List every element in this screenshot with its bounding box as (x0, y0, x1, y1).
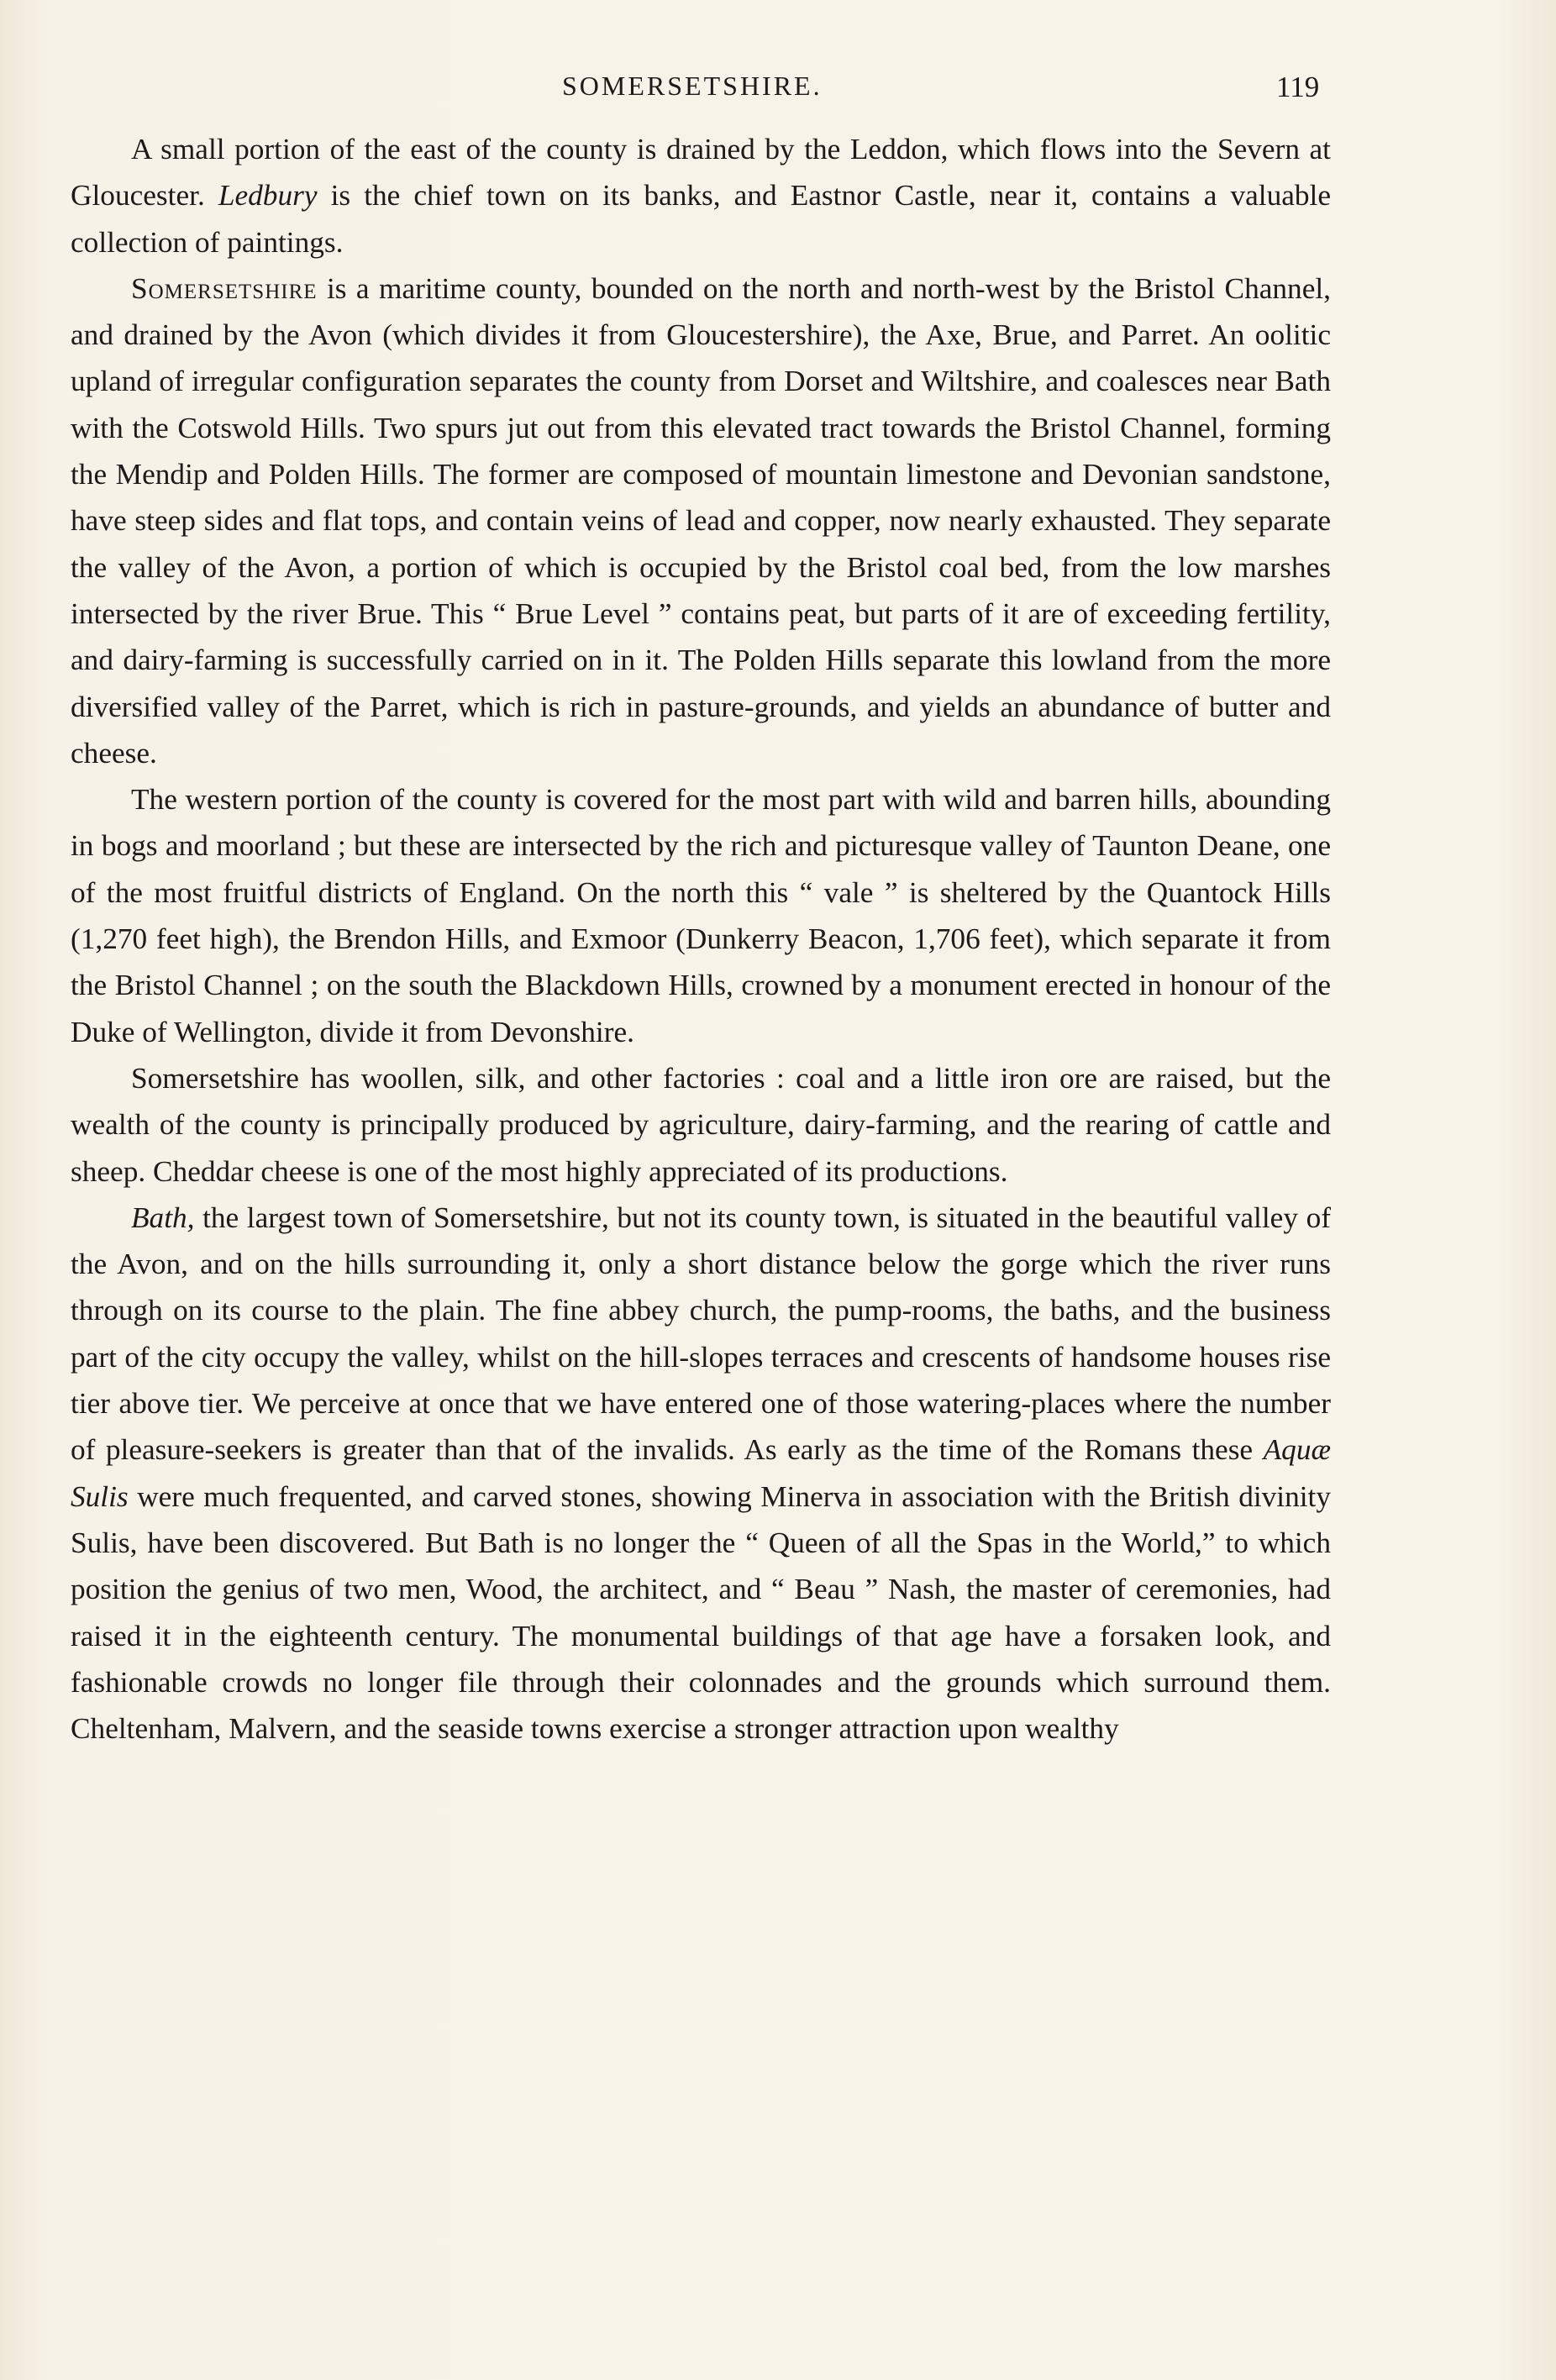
county-heading-smallcaps: Somersetshire (131, 271, 318, 305)
paragraph-text: Somersetshire has woollen, silk, and other factories : coal and a little iron ore are raised, but the wealth of the county is principally produced by agriculture, dairy-farming, and the rearing of cattle and sheep. Cheddar cheese is one of the most highly appreciated of its productions. (71, 1061, 1331, 1188)
bath-italic: Bath, (131, 1201, 195, 1234)
ledbury-italic: Ledbury (218, 179, 318, 213)
paragraph-text: the largest town of Somersetshire, but not its county town, is situated in the beautiful valley of the Avon, and on the hills surrounding it, only a short distance below the gorge which the river runs through on its course to the plain. The fine abbey church, the pump-rooms, the baths, and the business part of the city occupy the valley, whilst on the hill-slopes terraces and crescents of handsome houses rise tier above tier. We perceive at once that we have entered one of those watering-places where the number of pleasure-seekers is greater than that of the invalids. As early as the time of the Romans these (71, 1201, 1331, 1467)
paragraph-text: is the chief town on its banks, and Eastnor Castle, near it, contains a valuable collection of paintings. (71, 179, 1332, 259)
body-text (71, 126, 1331, 1752)
paragraph-text: The western portion of the county is covered for the most part with wild and barren hills, abounding in bogs and moorland ; but these are intersected by the rich and picturesque valley of Taunton Deane, one of the most fruitful districts of England. On the north this “ vale ” is sheltered by the Quantock Hills (1,270 feet high), the Brendon Hills, and Exmoor (Dunkerry Beacon, 1,706 feet), which separate it from the Bristol Channel ; on the south the Blackdown Hills, crowned by a monument erected in honour of the Duke of Wellington, divide it from Devonshire. (71, 783, 1331, 1048)
paragraph-western-portion (71, 776, 1331, 1055)
paragraph-industries (71, 1055, 1331, 1195)
paragraph-leddon (71, 126, 1331, 265)
page-header (71, 66, 1331, 116)
running-title: SOMERSETSHIRE. (562, 71, 823, 101)
page-number: 119 (1276, 71, 1320, 103)
paragraph-somersetshire (71, 265, 1331, 776)
paragraph-bath (71, 1195, 1331, 1752)
paragraph-text: were much frequented, and carved stones, showing Minerva in association with the British divinity Sulis, have been discovered. But Bath is no longer the “ Queen of all the Spas in the World,” to which position the genius of two men, Wood, the architect, and “ Beau ” Nash, the master of ceremonies, had raised it in the eighteenth century. The monumental buildings of that age have a forsaken look, and fashionable crowds no longer file through their colonnades and the grounds which surround them. Cheltenham, Malvern, and the seaside towns exercise a stronger attraction upon wealthy (71, 1479, 1332, 1746)
paragraph-text: is a maritime county, bounded on the north and north-west by the Bristol Channel, and drained by the Avon (which divides it from Gloucestershire), the Axe, Brue, and Parret. An oolitic upland of irregular configuration separates the county from Dorset and Wiltshire, and coalesces near Bath with the Cotswold Hills. Two spurs jut out from this elevated tract towards the Bristol Channel, forming the Mendip and Polden Hills. The former are composed of mountain limestone and Devonian sandstone, have steep sides and flat tops, and contain veins of lead and copper, now nearly exhausted. They separate the valley of the Avon, a portion of which is occupied by the Bristol coal bed, from the low marshes intersected by the river Brue. This “ Brue Level ” contains peat, but parts of it are of exceeding fertility, and dairy-farming is successfully carried on in it. The Polden Hills separate this lowland from the more diversified valley of the Parret, which is rich in pasture-grounds, and yields an abundance of butter and cheese. (71, 271, 1331, 770)
paragraph-text: A small portion of the east of the county is drained by the Leddon, which flows into the Severn at Gloucester. (71, 133, 1331, 213)
aquae-sulis-italic: Aquæ Sulis (71, 1433, 1332, 1513)
